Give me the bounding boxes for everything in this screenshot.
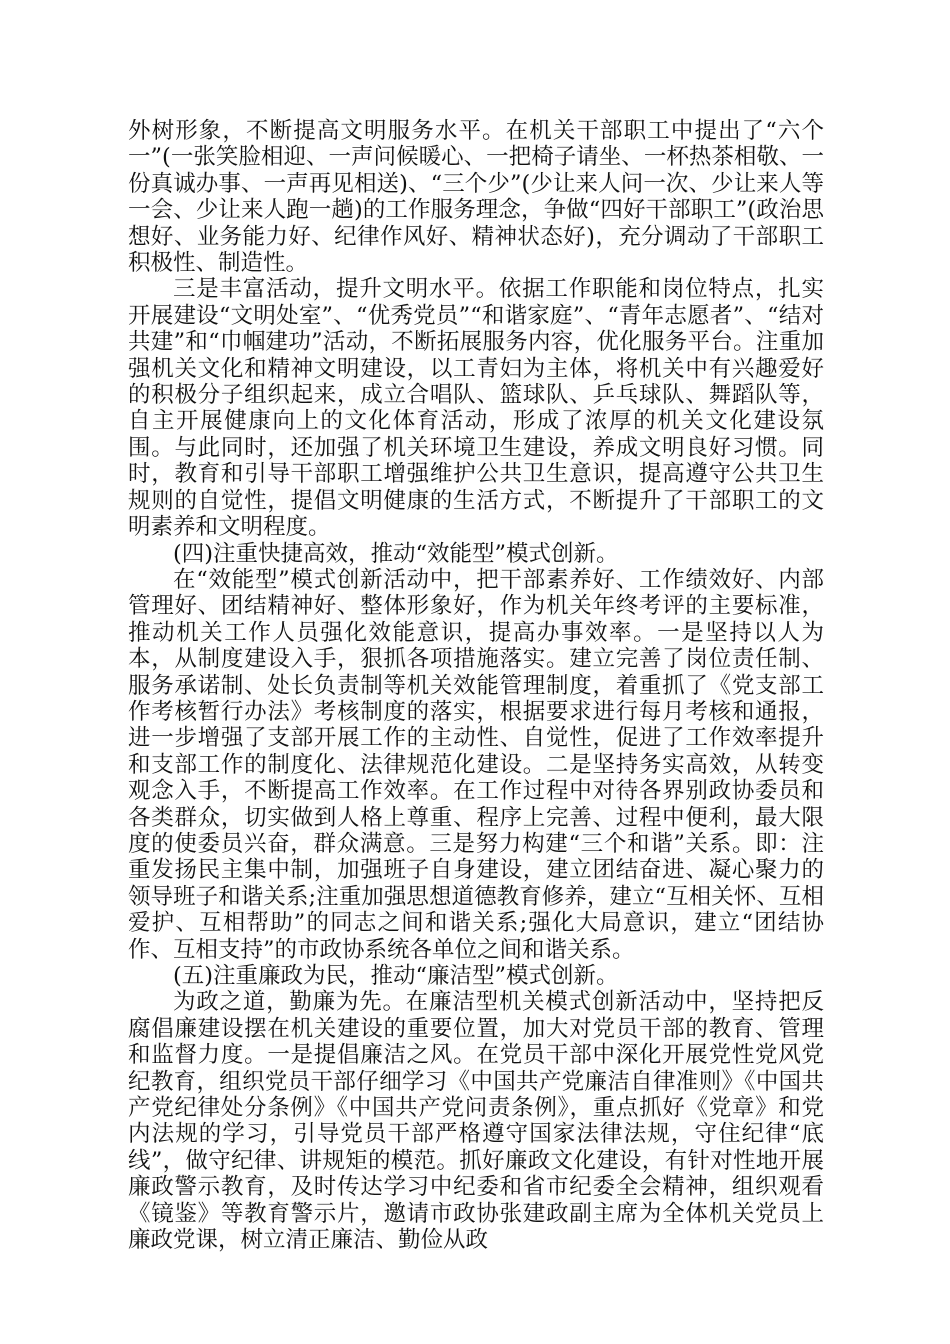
section-heading-efficiency: (四)注重快捷高效，推动“效能型”模式创新。 bbox=[173, 540, 619, 567]
paragraph-integrity-model: 为政之道，勤廉为先。在廉洁型机关模式创新活动中，坚持把反腐倡廉建设摆在机关建设的重要位置，加大对党员干部的教育、管理和监督力度。一是提倡廉洁之风。在党员干部中深化开展党性党风党纪教育，组织党员干部仔细学习《中国共产党廉洁自律准则》《中国共产党纪律处分条例》《中国共产党问责条例》，重点抓好《党章》和党内法规的学习，引导党员干部严格遵守国家法律法规，守住纪律“底线”，做守纪律、讲规矩的模范。抓好廉政文化建设，有针对性地开展廉政警示教育，及时传达学习中纪委和省市纪委全会精神，组织观看《镜鉴》等教育警示片，邀请市政协张建政副主席为全体机关党员上廉政党课，树立清正廉洁、勤俭从政 bbox=[128, 989, 824, 1254]
paragraph-efficiency-model: 在“效能型”模式创新活动中，把干部素养好、工作绩效好、内部管理好、团结精神好、整体形象好，作为机关年终考评的主要标准，推动机关工作人员强化效能意识，提高办事效率。一是坚持以人为本，从制度建设入手，狠抓各项措施落实。建立完善了岗位责任制、服务承诺制、处长负责制等机关效能管理制度，着重抓了《党支部工作考核暂行办法》考核制度的落实，根据要求进行每月考核和通报，进一步增强了支部开展工作的主动性、自觉性，促进了工作效率提升和支部工作的制度化、法律规范化建设。二是坚持务实高效，从转变观念入手，不断提高工作效率。在工作过程中对待各界别政协委员和各类群众，切实做到人格上尊重、程序上完善、过程中便利，最大限度的使委员兴奋，群众满意。三是努力构建“三个和谐”关系。即：注重发扬民主集中制，加强班子自身建设，建立团结奋进、凝心聚力的领导班子和谐关系;注重加强思想道德教育修养，建立“互相关怀、互相爱护、互相帮助”的同志之间和谐关系;强化大局意识，建立“团结协作、互相支持”的市政协系统各单位之间和谐关系。 bbox=[128, 566, 824, 963]
section-heading-integrity: (五)注重廉政为民，推动“廉洁型”模式创新。 bbox=[173, 963, 619, 989]
document-body bbox=[128, 118, 824, 1253]
paragraph-civilization-activities: 三是丰富活动，提升文明水平。依据工作职能和岗位特点，扎实开展建设“文明处室”、“优秀党员”“和谐家庭”、“青年志愿者”、“结对共建”和“巾帼建功”活动，不断拓展服务内容，优化服务平台。注重加强机关文化和精神文明建设，以工青妇为主体，将机关中有兴趣爱好的积极分子组织起来，成立合唱队、篮球队、乒乓球队、舞蹈队等，自主开展健康向上的文化体育活动，形成了浓厚的机关文化建设氛围。与此同时，还加强了机关环境卫生建设，养成文明良好习惯。同时，教育和引导干部职工增强维护公共卫生意识，提高遵守公共卫生规则的自觉性，提倡文明健康的生活方式，不断提升了干部职工的文明素养和文明程度。 bbox=[128, 276, 824, 541]
paragraph-continued-service: 外树形象，不断提高文明服务水平。在机关干部职工中提出了“六个一”(一张笑脸相迎、一声问候暖心、一把椅子请坐、一杯热茶相敬、一份真诚办事、一声再见相送)、“三个少”(少让来人问一次、少让来人等一会、少让来人跑一趟)的工作服务理念，争做“四好干部职工”(政治思想好、业务能力好、纪律作风好、精神状态好)，充分调动了干部职工积极性、制造性。 bbox=[128, 118, 824, 277]
